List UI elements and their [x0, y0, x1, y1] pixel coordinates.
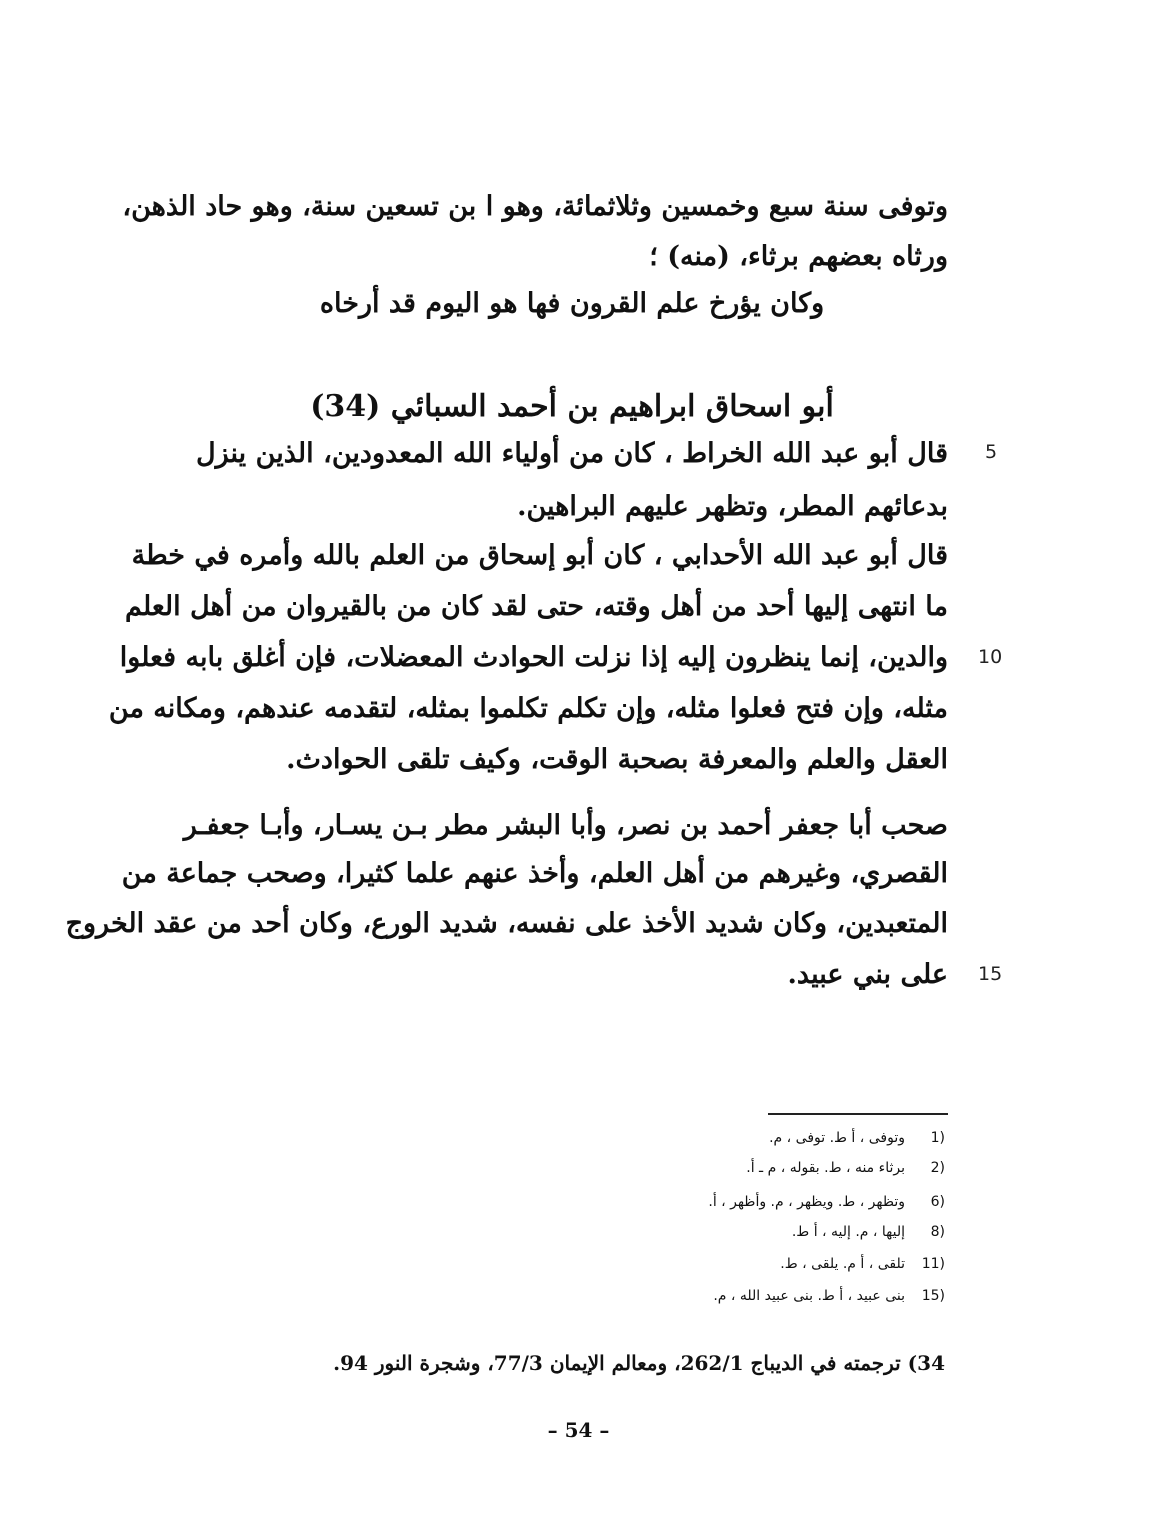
text-line: العقل والعلم والمعرفة بصحبة الوقت، وكيف تلقى الحوادث. [286, 744, 948, 775]
footnote-number: 6) [930, 1194, 945, 1210]
footnote-text: برثاء منه ، ط. بقوله ، م ـ أ. [746, 1160, 905, 1176]
footnote [746, 1160, 945, 1176]
footnote [713, 1288, 945, 1304]
reference-note: 34) ترجمته في الديباج 262/1، ومعالم الإيمان 77/3، وشجرة النور 94. [333, 1351, 945, 1375]
footnote [792, 1224, 945, 1240]
text-line: وتوفى سنة سبع وخمسين وثلاثمائة، وهو ا بن تسعين سنة، وهو حاد الذهن، [122, 191, 948, 222]
footnote-number: 15) [921, 1288, 945, 1304]
text-line: قال أبو عبد الله الخراط ، كان من أولياء الله المعدودين، الذين ينزل [196, 438, 948, 469]
text-line: والدين، إنما ينظرون إليه إذا نزلت الحوادث المعضلات، فإن أغلق بابه فعلوا [119, 642, 948, 673]
footnote-number: 8) [930, 1224, 945, 1240]
text-line: القصري، وغيرهم من أهل العلم، وأخذ عنهم علما كثيرا، وصحب جماعة من [121, 858, 948, 889]
line-number: 15 [978, 963, 1003, 985]
footnote-separator [768, 1113, 948, 1115]
footnote [708, 1194, 945, 1210]
text-line: المتعبدين، وكان شديد الأخذ على نفسه، شديد الورع، وكان أحد من عقد الخروج [65, 908, 948, 939]
text-line: ورثاه بعضهم برثاء، (منه) ؛ [649, 241, 948, 272]
line-number: 10 [978, 646, 1003, 668]
verse-line: وكان يؤرخ علم القرون فها هو اليوم قد أرخاه [319, 288, 825, 319]
text-line: على بني عبيد. [787, 959, 948, 990]
footnote-number: 1) [930, 1130, 945, 1146]
text-line: ما انتهى إليها أحد من أهل وقته، حتى لقد كان من بالقيروان من أهل العلم [124, 591, 948, 622]
footnote-text: إليها ، م. إليه ، أ ط. [791, 1224, 905, 1240]
footnote [769, 1130, 945, 1146]
page-number: – 54 – [547, 1418, 610, 1442]
footnote [780, 1256, 945, 1272]
text-line: بدعائهم المطر، وتظهر عليهم البراهين. [517, 491, 948, 522]
footnote-text: بنى عبيد ، أ ط. بنى عبيد الله ، م. [713, 1288, 905, 1304]
text-line: قال أبو عبد الله الأحدابي ، كان أبو إسحاق من العلم بالله وأمره في خطة [131, 540, 948, 571]
footnote-number: 2) [930, 1160, 945, 1176]
section-heading: أبو اسحاق ابراهيم بن أحمد السبائي (34) [310, 389, 834, 424]
footnote-text: تلقى ، أ م. يلقى ، ط. [780, 1256, 905, 1272]
line-number: 5 [985, 441, 998, 463]
footnote-number: 11) [921, 1256, 945, 1272]
text-line: مثله، وإن فتح فعلوا مثله، وإن تكلم تكلموا بمثله، لتقدمه عندهم، ومكانه من [108, 693, 948, 724]
text-line: صحب أبا جعفر أحمد بن نصر، وأبا البشر مطر بـن يسـار، وأبـا جعفـر [183, 810, 948, 841]
footnote-text: وتوفى ، أ ط. توفى ، م. [769, 1130, 905, 1146]
footnote-text: وتظهر ، ط. ويظهر ، م. وأظهر ، أ. [708, 1194, 905, 1210]
